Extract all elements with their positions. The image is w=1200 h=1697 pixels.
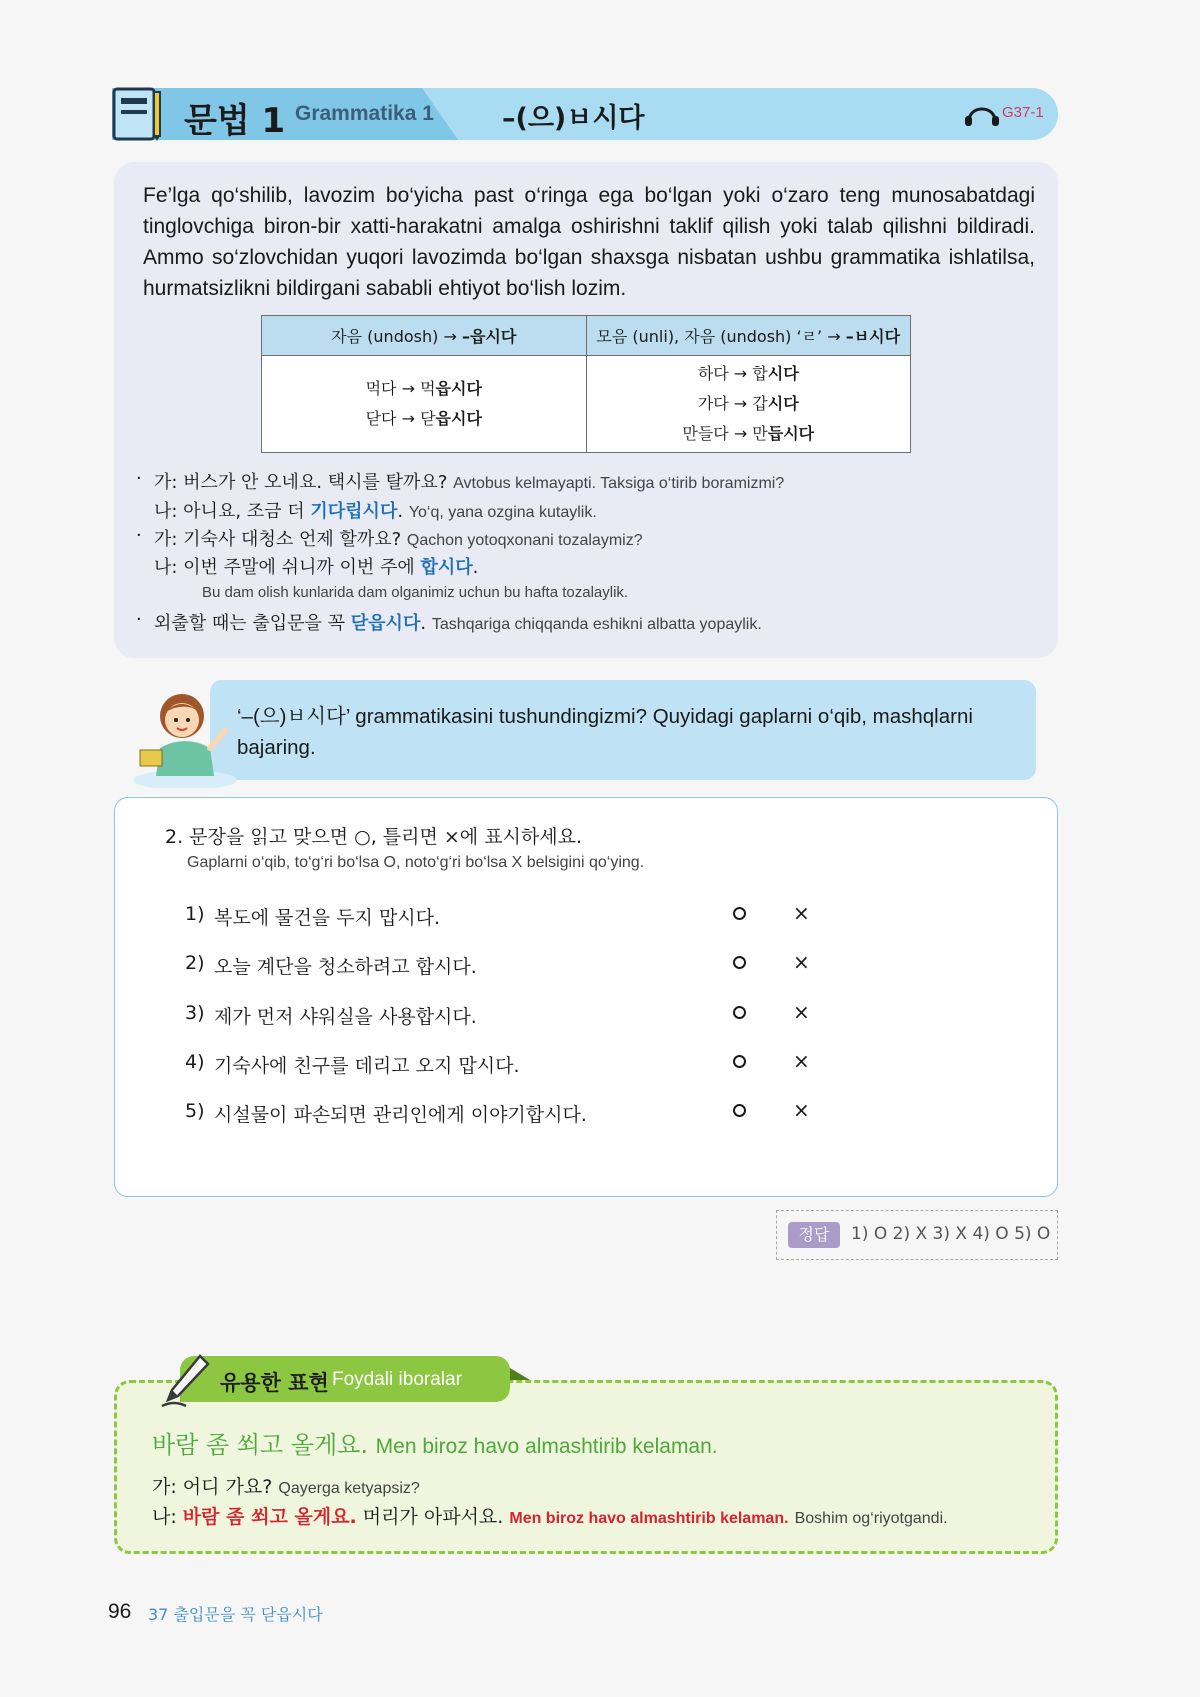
exercise-box	[114, 797, 1058, 1197]
x-mark-option[interactable]: ×	[793, 950, 810, 974]
table-example: 가다 → 갑시다	[697, 394, 799, 413]
chapter-title: 37 출입문을 꼭 닫읍시다	[148, 1605, 323, 1624]
tab-fold	[510, 1368, 530, 1380]
table-header-vowel: 모음 (unli), 자음 (undosh) ‘ㄹ’ → –ㅂ시다	[586, 316, 911, 356]
teacher-illustration	[130, 676, 240, 788]
section-header	[112, 86, 1058, 142]
answer-text: 1) O 2) X 3) X 4) O 5) O	[851, 1224, 1051, 1244]
circle-o-option[interactable]	[733, 956, 746, 969]
conjugation-table	[261, 315, 911, 453]
exercise-item: 5) 시설물이 파손되면 관리인에게 이야기합시다. ×	[185, 1098, 810, 1126]
table-cell-vowel-examples	[586, 356, 911, 453]
explanation-text: Fe’lga qo‘shilib, lavozim bo‘yicha past o‘ringa ega bo‘lgan yoki o‘zaro teng munosabatdagi tinglovchiga biron-bir xatti-harakatni amalga oshirishni taklif qilish yoki talab qilishni bildiradi. Ammo so‘zlovchidan yuqori lavozimda bo‘lgan shaxsga nisbatan ushbu grammatika ishlatilsa, hurmatsizlikni bildirgani sababli ehtiyot bo‘lish lozim.	[143, 184, 1035, 300]
section-subtitle: Grammatika 1	[295, 102, 434, 125]
book-icon	[112, 86, 162, 142]
circle-o-option[interactable]	[733, 907, 746, 920]
exercise-item: 3) 제가 먼저 샤워실을 사용합시다. ×	[185, 1000, 810, 1028]
exercise-subtitle: Gaplarni o‘qib, to‘g‘ri bo‘lsa O, noto‘g‘ri bo‘lsa X belsigini qo‘ying.	[187, 854, 645, 871]
pen-icon	[160, 1352, 212, 1408]
highlighted-form: 닫읍시다	[350, 613, 421, 634]
table-cell-consonant-examples	[262, 356, 587, 453]
useful-expression-headline: 바람 좀 쐬고 올게요. Men biroz havo almashtirib kelaman.	[152, 1431, 718, 1459]
grammar-explanation-box	[114, 162, 1058, 658]
example-line: · 가: 기숙사 대청소 언제 할까요? Qachon yotoqxonani tozalaymiz?	[136, 525, 643, 550]
highlighted-form: 합시다	[420, 557, 473, 578]
answer-key	[776, 1210, 1058, 1260]
example-translation: Bu dam olish kunlarida dam olganimiz uchun bu hafta tozalaylik.	[202, 584, 629, 601]
exercise-item: 2) 오늘 계단을 청소하려고 합시다. ×	[185, 950, 810, 978]
x-mark-option[interactable]: ×	[793, 1049, 810, 1073]
circle-o-option[interactable]	[733, 1104, 746, 1117]
answer-badge: 정답	[788, 1222, 840, 1248]
table-example: 하다 → 합시다	[697, 364, 799, 383]
example-line: 나: 이번 주말에 쉬니까 이번 주에 합시다.	[154, 557, 479, 578]
exercise-item: 4) 기숙사에 친구를 데리고 오지 맙시다. ×	[185, 1049, 810, 1077]
section-title: 문법 1	[184, 101, 286, 141]
example-line: · 가: 버스가 안 오네요. 택시를 탈까요? Avtobus kelmayapti. Taksiga o‘tirib boramizmi?	[136, 468, 785, 493]
exercise-item: 1) 복도에 물건을 두지 맙시다. ×	[185, 901, 810, 929]
grammar-pattern: –(으)ㅂ시다	[502, 103, 645, 134]
circle-o-option[interactable]	[733, 1055, 746, 1068]
headphones-icon[interactable]	[964, 99, 1000, 127]
useful-expression-title-uz: Foydali iboralar	[332, 1369, 462, 1390]
instruction-bubble	[210, 680, 1036, 780]
circle-o-option[interactable]	[733, 1006, 746, 1019]
x-mark-option[interactable]: ×	[793, 1000, 810, 1024]
x-mark-option[interactable]: ×	[793, 1098, 810, 1122]
page-number: 96	[108, 1600, 132, 1623]
useful-expression-title: 유용한 표현	[220, 1371, 329, 1395]
audio-track-label[interactable]: G37-1	[1002, 104, 1044, 121]
table-header-consonant: 자음 (undosh) → –읍시다	[262, 316, 587, 356]
table-example: 먹다 → 먹읍시다	[365, 379, 482, 398]
dialogue-line: 가: 어디 가요? Qayerga ketyapsiz?	[152, 1476, 420, 1498]
example-line: · 외출할 때는 출입문을 꼭 닫읍시다. Tashqariga chiqqanda eshikni albatta yopaylik.	[136, 609, 762, 634]
exercise-title: 2. 문장을 읽고 맞으면 ○, 틀리면 ×에 표시하세요.	[165, 826, 583, 848]
dialogue-line: 나: 바람 좀 쐬고 올게요. 머리가 아파서요. Men biroz havo almashtirib kelaman. Boshim og‘riyotgandi.	[152, 1506, 948, 1528]
instruction-text: ‘–(으)ㅂ시다’ grammatikasini tushundingizmi? Quyidagi gaplarni o‘qib, mashqlarni bajaring.	[237, 705, 973, 759]
table-example: 닫다 → 닫읍시다	[365, 409, 482, 428]
example-line: 나: 아니요, 조금 더 기다립시다. Yo‘q, yana ozgina kutaylik.	[154, 501, 597, 522]
x-mark-option[interactable]: ×	[793, 901, 810, 925]
table-example: 만들다 → 만듭시다	[682, 424, 815, 443]
highlighted-form: 기다립시다	[310, 501, 398, 522]
